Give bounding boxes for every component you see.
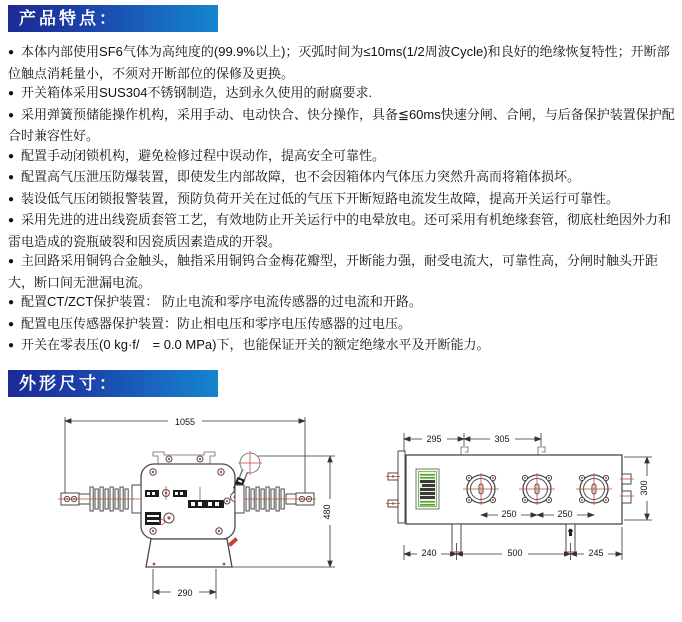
feature-item — [8, 314, 676, 336]
dim-500-label: 500 — [507, 547, 523, 558]
feature-item — [8, 83, 676, 105]
feature-item — [8, 189, 676, 211]
bullet-icon: ● — [8, 88, 15, 99]
feature-text: 本体内部使用SF6气体为高纯度的(99.9%以上)；灭弧时间为≤10ms(1/2周波Cycle)和良好的绝缘恢复特性；开断部位触点消耗量小，不须对开断部位的保修及更换。 — [8, 44, 670, 81]
pole-flange — [576, 473, 612, 505]
feature-text: 配置高气压泄压防爆装置，即使发生内部故障，也不会因箱体内气体压力突然升高而将箱体损坏。 — [21, 169, 581, 184]
feature-text: 装设低气压闭锁报警装置，预防负荷开关在过低的气压下开断短路电流发生故障，提高开关运行可靠性。 — [21, 190, 620, 206]
front-view-drawing — [28, 409, 376, 616]
dim-1055-label: 1055 — [174, 416, 196, 427]
lift-hook — [461, 447, 468, 455]
feature-text: 采用弹簧预储能操作机构，采用手动、电动快合、快分操作，具备≦60ms快速分闸、合闸，与后备保护装置保护配合时兼容性好。 — [8, 106, 675, 143]
bullet-icon: ● — [8, 172, 15, 183]
bullet-icon: ● — [8, 340, 15, 351]
lift-hook — [538, 447, 545, 455]
bullet-icon: ● — [8, 47, 15, 58]
dim-300-label: 300 — [639, 479, 649, 496]
dim-250-label-2: 250 — [557, 508, 573, 519]
feature-item — [8, 251, 676, 292]
features-title: 产品特点： — [19, 9, 119, 28]
feature-text: 配置手动闭锁机构，避免检修过程中误动作，提高安全可靠性。 — [21, 147, 386, 163]
base-red-tag — [228, 537, 238, 547]
feature-item — [8, 146, 676, 168]
bullet-icon: ● — [8, 193, 15, 205]
bullet-icon: ● — [8, 297, 15, 308]
feature-item — [8, 105, 676, 146]
bullet-icon: ● — [8, 109, 15, 121]
dim-240-label: 240 — [421, 547, 437, 558]
feature-text: 配置电压传感器保护装置：防止相电压和零序电压传感器的过电压。 — [21, 315, 412, 331]
dimensions-title: 外形尺寸： — [19, 373, 119, 393]
features-list — [0, 42, 682, 357]
dim-305-label: 305 — [494, 433, 510, 444]
feature-item — [8, 42, 676, 83]
dim-290-label: 290 — [177, 587, 193, 598]
bullet-icon: ● — [8, 256, 15, 267]
bullet-icon: ● — [8, 150, 15, 162]
dim-480-label: 480 — [322, 503, 332, 520]
feature-text: 配置CT/ZCT保护装置： 防止电流和零序电流传感器的过电流和开路。 — [21, 294, 422, 309]
feature-item — [8, 292, 676, 314]
dimensions-header — [8, 370, 218, 397]
nameplate — [416, 469, 439, 509]
side-view-drawing — [384, 417, 681, 607]
feature-item — [8, 335, 676, 357]
bullet-icon: ● — [8, 318, 15, 330]
pole-flange — [519, 473, 555, 505]
dim-250-label-1: 250 — [501, 508, 517, 519]
pole-flange — [463, 473, 499, 505]
feature-text: 开关箱体采用SUS304不锈钢制造，达到永久使用的耐腐要求. — [21, 85, 373, 100]
feature-text: 主回路采用铜钨合金触头，触指采用铜钨合金梅花瓣型，开断能力强，耐受电流大，可靠性高，分闸时触头开距大，断口间无泄漏电流。 — [8, 253, 659, 290]
feature-text: 开关在零表压(0 kg·f/ = 0.0 MPa)下，也能保证开关的额定绝缘水平及开断能力。 — [21, 337, 490, 352]
feature-item — [8, 210, 676, 251]
feature-text: 采用先进的进出线瓷质套管工艺，有效地防止开关运行中的电晕放电。还可采用有机绝缘套管，彻底杜绝因外力和雷电造成的瓷瓶破裂和因瓷质因素造成的开裂。 — [8, 212, 672, 249]
dim-295-label: 295 — [426, 433, 442, 444]
feature-item — [8, 167, 676, 189]
features-header — [8, 5, 218, 32]
bullet-icon: ● — [8, 215, 15, 226]
dimension-drawings — [0, 409, 682, 621]
dim-245-label: 245 — [588, 547, 604, 558]
